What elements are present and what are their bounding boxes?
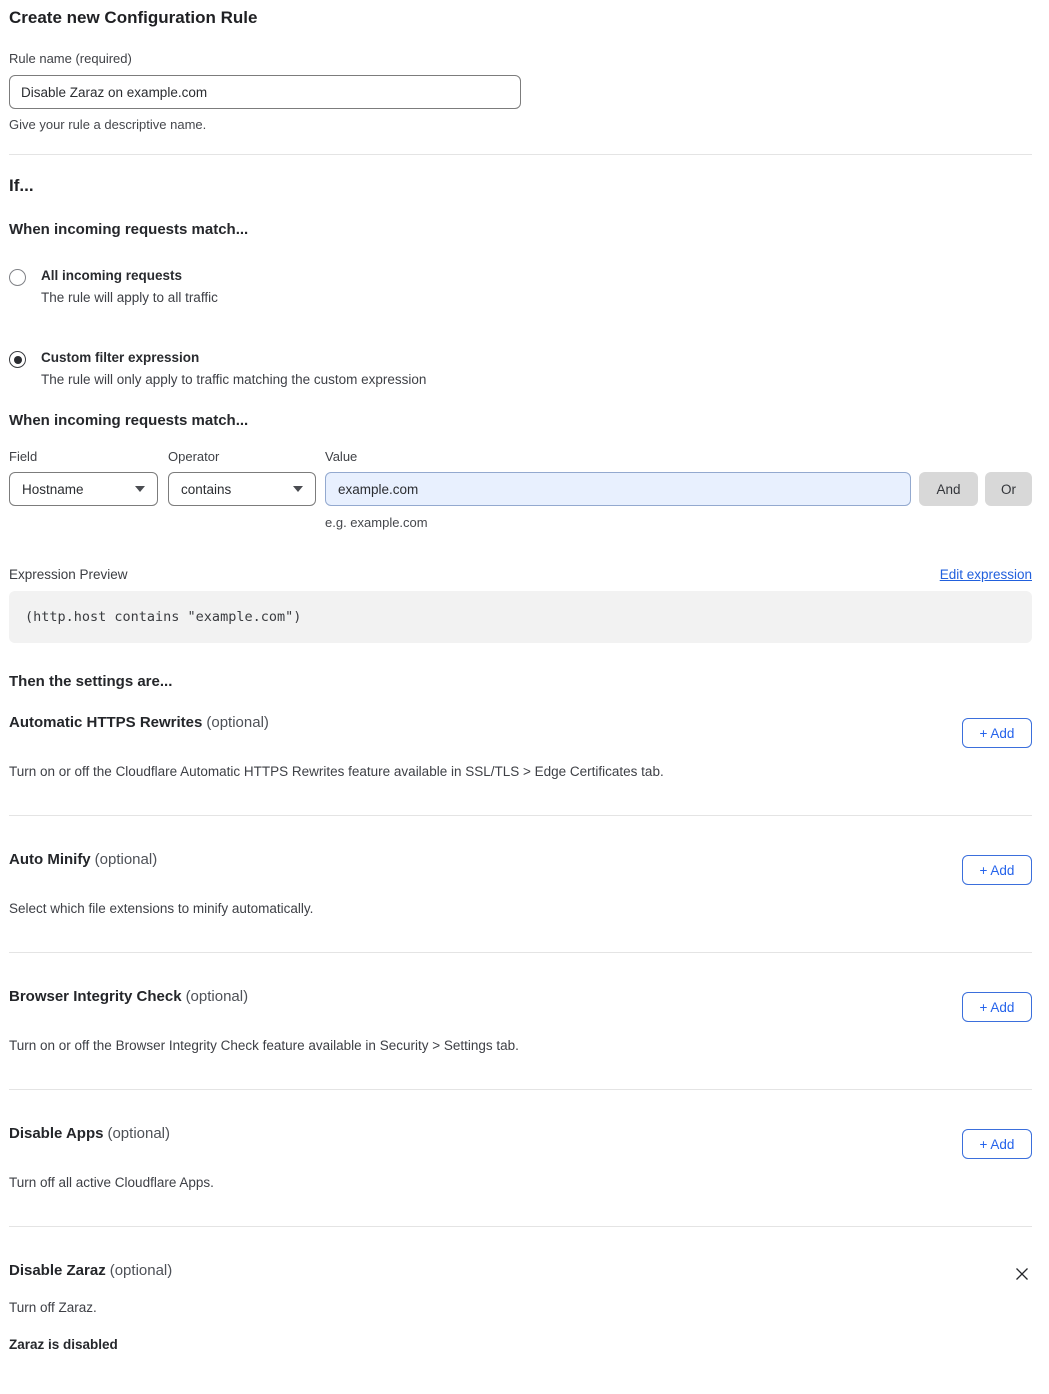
optional-tag: (optional)	[185, 988, 249, 1005]
or-button[interactable]: Or	[985, 472, 1032, 506]
operator-select[interactable]	[168, 472, 316, 506]
expression-preview-code	[9, 591, 1032, 643]
rule-name-helper: Give your rule a descriptive name.	[9, 117, 207, 132]
add-browser-integrity-check-button[interactable]: + Add	[962, 992, 1032, 1022]
radio-label: Custom filter expression	[41, 350, 200, 365]
remove-disable-zaraz-button[interactable]	[1012, 1264, 1032, 1284]
setting-description: Select which file extensions to minify automatically.	[9, 901, 314, 916]
radio-option-all-incoming-requests[interactable]	[9, 268, 1032, 305]
operator-label: Operator	[168, 449, 220, 464]
optional-tag: (optional)	[206, 714, 269, 731]
setting-description: Turn on or off the Browser Integrity Check feature available in Security > Settings tab.	[9, 1038, 519, 1053]
radio-description: The rule will apply to all traffic	[41, 290, 218, 305]
field-select[interactable]	[9, 472, 158, 506]
setting-title: Automatic HTTPS Rewrites (optional)	[9, 714, 269, 731]
radio-selected-icon[interactable]	[9, 351, 26, 368]
edit-expression-link[interactable]: Edit expression	[939, 567, 1032, 582]
rule-name-label: Rule name (required)	[9, 51, 132, 66]
optional-tag: (optional)	[109, 1262, 173, 1279]
settings-heading: Then the settings are...	[9, 673, 173, 690]
rule-name-input[interactable]	[9, 75, 521, 109]
chevron-down-icon	[135, 486, 145, 492]
add-auto-minify-button[interactable]: + Add	[962, 855, 1032, 885]
radio-description: The rule will only apply to traffic matching the custom expression	[41, 372, 427, 387]
expression-builder-heading: When incoming requests match...	[9, 412, 249, 429]
field-select-value: Hostname	[22, 481, 84, 497]
optional-tag: (optional)	[107, 1125, 171, 1142]
radio-label: All incoming requests	[41, 268, 183, 283]
radio-unselected-icon[interactable]	[9, 269, 26, 286]
setting-row-automatic-https-rewrites	[9, 690, 1032, 816]
page-title: Create new Configuration Rule	[9, 8, 258, 27]
value-label: Value	[325, 449, 358, 464]
radio-option-custom-filter-expression[interactable]	[9, 350, 1032, 387]
incoming-requests-match-heading: When incoming requests match...	[9, 221, 249, 238]
setting-title: Disable Zaraz (optional)	[9, 1262, 173, 1279]
setting-description: Turn off all active Cloudflare Apps.	[9, 1175, 214, 1190]
if-heading: If...	[9, 176, 34, 195]
expression-code-text: (http.host contains "example.com")	[25, 609, 302, 625]
add-disable-apps-button[interactable]: + Add	[962, 1129, 1032, 1159]
field-label: Field	[9, 449, 38, 464]
setting-title: Disable Apps (optional)	[9, 1125, 171, 1142]
chevron-down-icon	[293, 486, 303, 492]
operator-select-value: contains	[181, 481, 232, 497]
value-input[interactable]	[325, 472, 911, 506]
setting-row-disable-apps	[9, 1090, 1032, 1227]
close-icon	[1014, 1266, 1030, 1282]
value-helper: e.g. example.com	[325, 515, 428, 530]
setting-row-auto-minify	[9, 816, 1032, 953]
add-automatic-https-rewrites-button[interactable]: + Add	[962, 718, 1032, 748]
expression-preview-label: Expression Preview	[9, 567, 128, 582]
and-button[interactable]: And	[919, 472, 978, 506]
optional-tag: (optional)	[94, 851, 158, 868]
setting-title: Auto Minify (optional)	[9, 851, 158, 868]
setting-row-browser-integrity-check	[9, 953, 1032, 1090]
zaraz-status-text: Zaraz is disabled	[9, 1337, 118, 1352]
setting-description: Turn on or off the Cloudflare Automatic HTTPS Rewrites feature available in SSL/TLS > Edge Certificates tab.	[9, 764, 664, 779]
setting-row-disable-zaraz	[9, 1227, 1032, 1370]
setting-description: Turn off Zaraz.	[9, 1300, 97, 1315]
setting-title: Browser Integrity Check (optional)	[9, 988, 249, 1005]
